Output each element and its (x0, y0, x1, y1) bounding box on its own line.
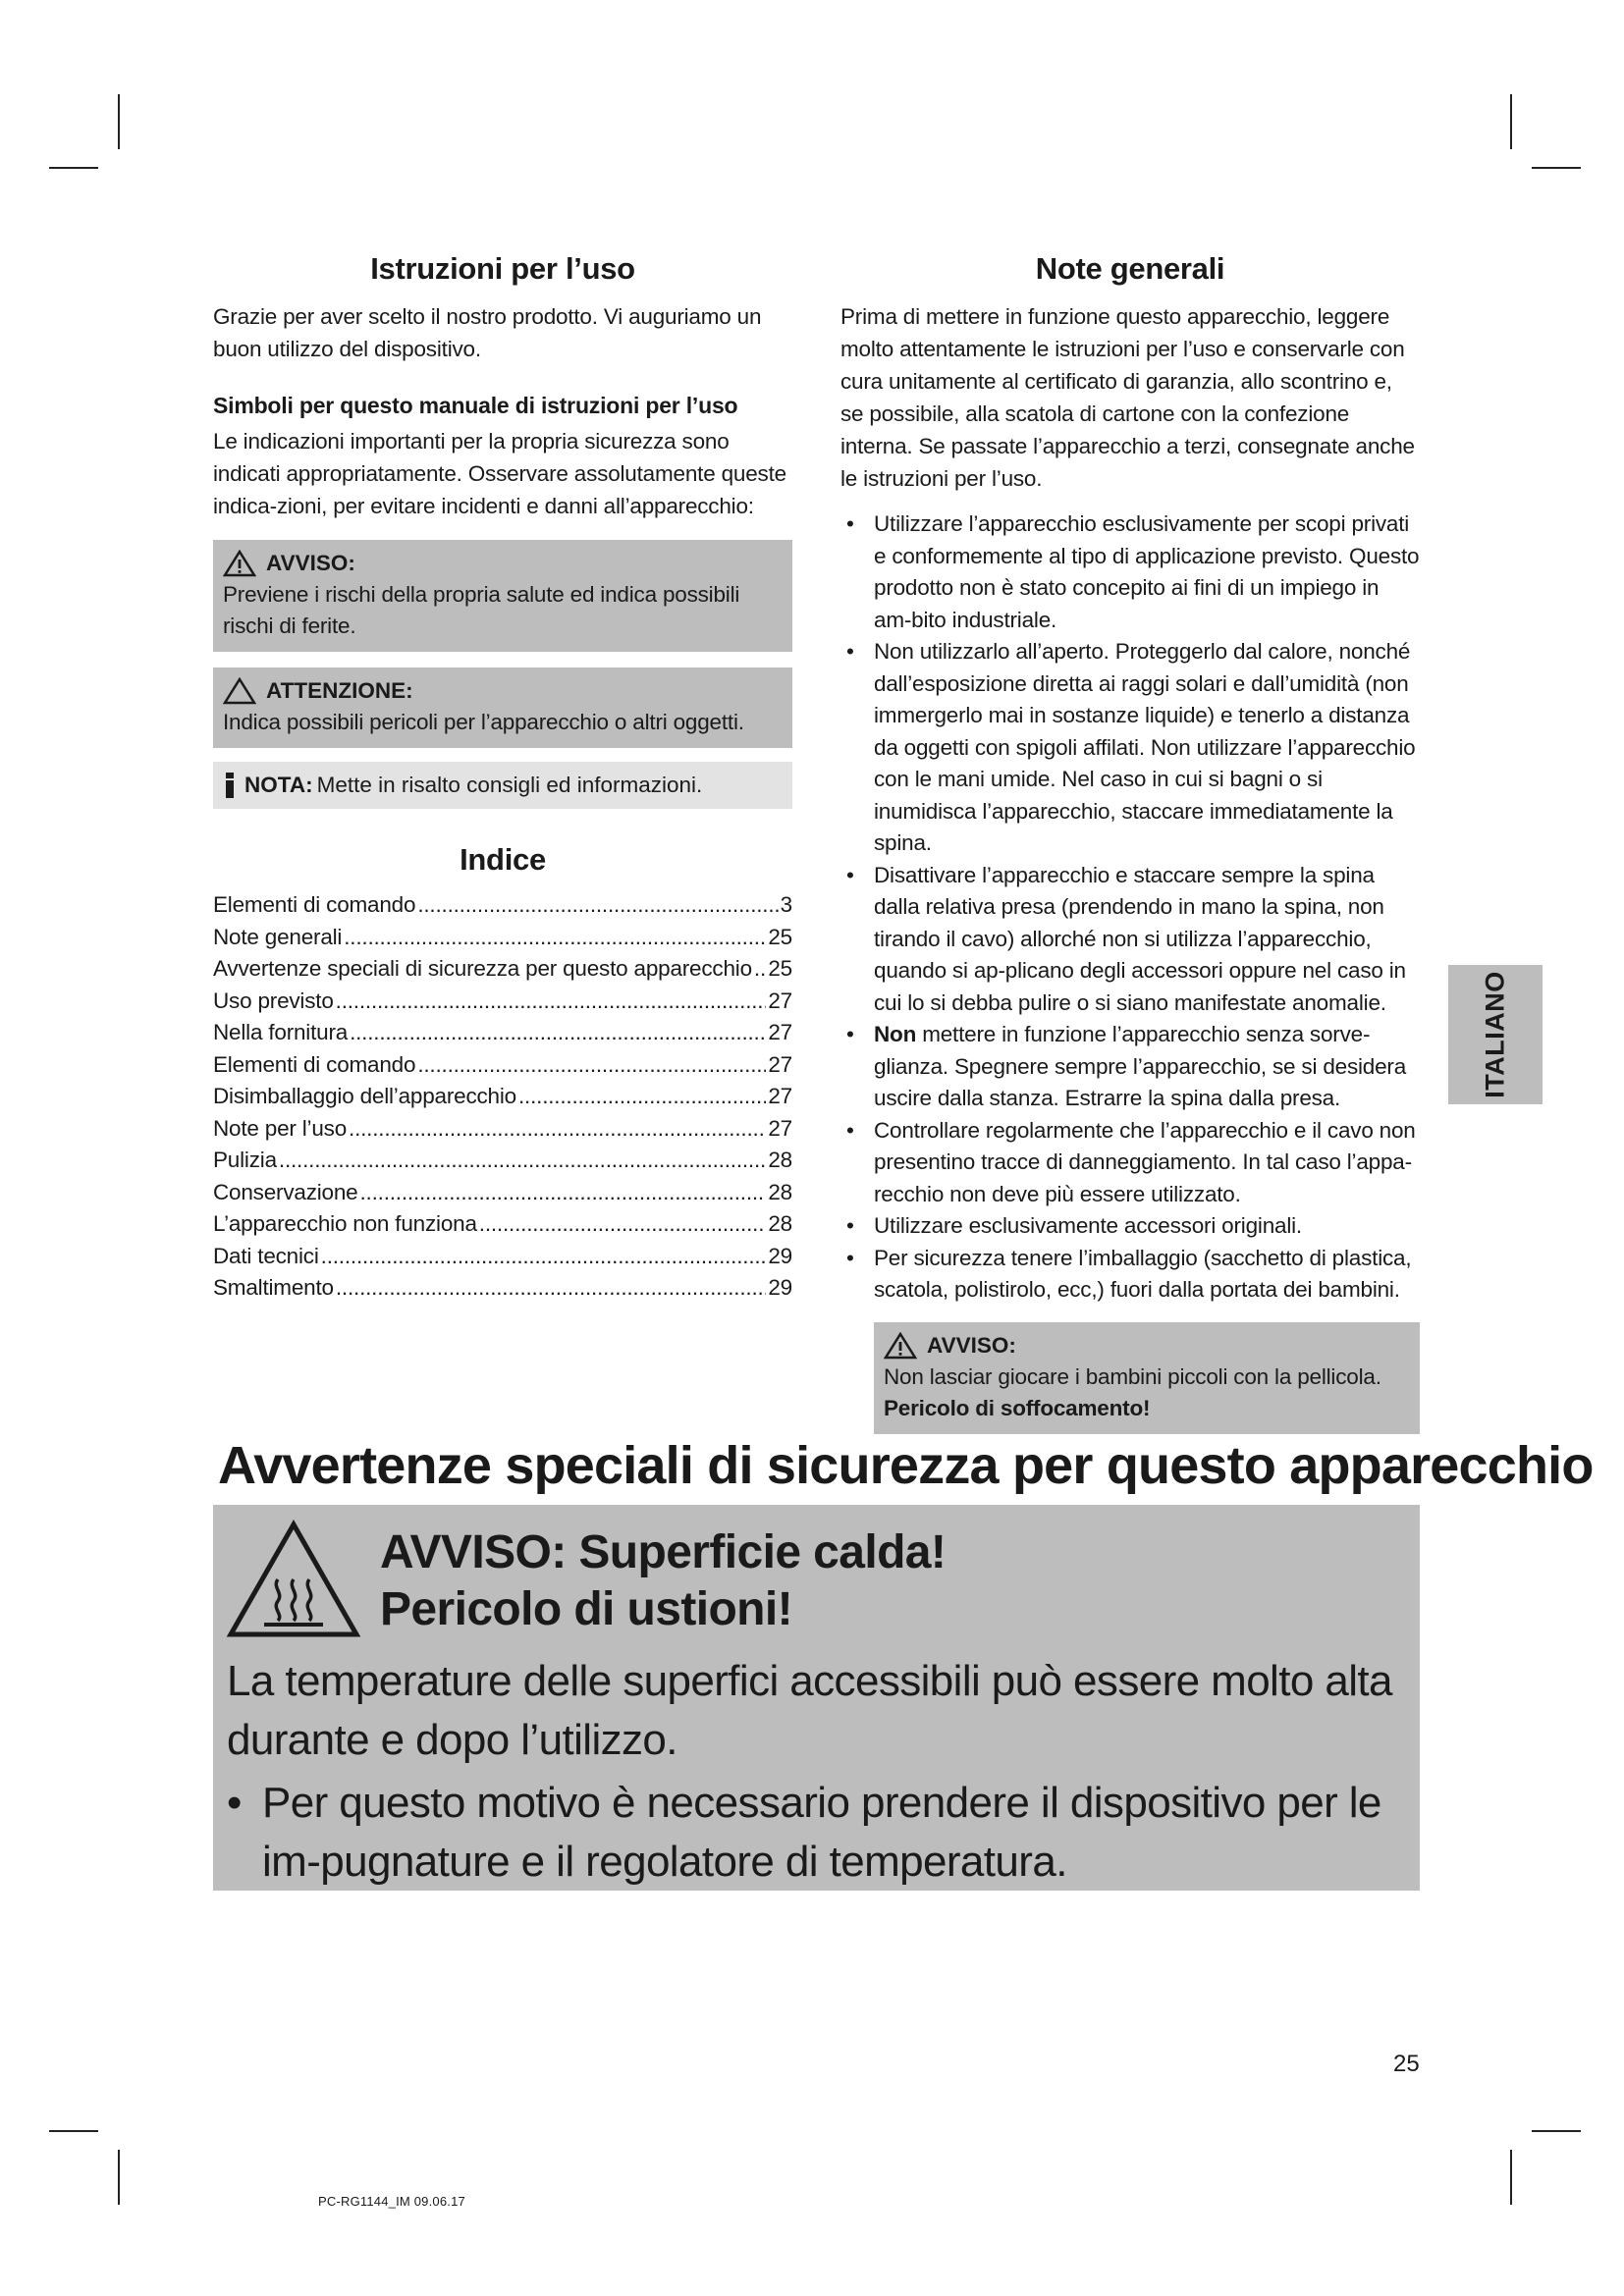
toc-page-number: 28 (768, 1179, 792, 1204)
toc-leader-dots (417, 889, 778, 922)
toc-label: L’apparecchio non funziona (213, 1211, 477, 1236)
toc-label: Avvertenze speciali di sicurezza per questo apparecchio (213, 956, 752, 981)
toc-row (213, 1113, 792, 1146)
page-number: 25 (1393, 2051, 1420, 2077)
caution-box-text: Indica possibili pericoli per l’apparecchio o altri oggetti. (223, 710, 744, 734)
right-column (840, 251, 1420, 1434)
list-item-text: mettere in funzione l’apparecchio senza sorve-glianza. Spegnere sempre l’apparecchio, se si desidera uscire dalla stanza. Estrarre la spina dalla presa. (874, 1022, 1407, 1110)
warning-triangle-icon (884, 1332, 917, 1360)
toc-leader-dots (479, 1208, 767, 1241)
toc-row (213, 1272, 792, 1305)
note-box (213, 762, 792, 809)
general-notes-intro: Prima di mettere in funzione questo apparecchio, leggere molto attentamente le istruzioni per l’uso e conservarle con cura unitamente al certificato di garanzia, allo scontrino e, se possibile, alla scatola di cartone con la confezione interna. Se passate l’apparecchio a terzi, consegnate anche le istruzioni per l’uso. (840, 304, 1415, 491)
crop-mark (1532, 167, 1581, 169)
toc-row (213, 953, 792, 986)
list-item-text: Utilizzare l’apparecchio esclusivamente per scopi privati e conformemente al tipo di applicazione previsto. Questo prodotto non è stato concepito ai fini di un impiego in am-bito industriale. (874, 511, 1420, 632)
toc-leader-dots (754, 953, 766, 986)
list-item-text: Non utilizzarlo all’aperto. Proteggerlo dal calore, nonché dall’esposizione diretta ai raggi solari e dall’umidità (non immergerlo mai in sostanze liquide) e tenerlo a distanza da oggetti con spigoli affilati. Non utilizzare l’apparecchio con le mani umide. Nel caso in cui si bagni o si inumidisca l’apparecchio, staccare immediatamente la spina. (874, 639, 1416, 855)
hot-surface-line-2: Pericolo di ustioni! (380, 1583, 793, 1635)
bullet-mark: • (846, 1213, 854, 1238)
toc-row (213, 1241, 792, 1273)
crop-mark (49, 167, 98, 169)
toc-page-number: 27 (768, 1084, 792, 1108)
table-of-contents (213, 889, 792, 1305)
footer-code: PC-RG1144_IM 09.06.17 (318, 2194, 465, 2209)
toc-label: Note per l’uso (213, 1115, 348, 1141)
toc-leader-dots (359, 1177, 766, 1209)
list-item-bold: Non (874, 1022, 917, 1046)
bullet-mark: • (846, 511, 854, 536)
toc-page-number: 3 (780, 892, 792, 917)
bullet-mark: • (846, 1117, 854, 1143)
toc-page-number: 25 (768, 956, 792, 981)
caution-box (213, 667, 792, 748)
symbols-text: Le indicazioni importanti per la propria sicurezza sono indicati appropriatamente. Osservare assolutamente queste indica-zioni, per evitare incidenti e danni all’apparecchio: (213, 429, 786, 518)
general-notes-title: Note generali (1035, 251, 1225, 286)
toc-row (213, 1017, 792, 1049)
toc-label: Note generali (213, 924, 343, 949)
hot-surface-headline (380, 1524, 946, 1638)
hot-surface-warning-box (213, 1505, 1420, 1891)
toc-leader-dots (350, 1017, 766, 1049)
toc-leader-dots (279, 1145, 766, 1177)
pellicle-warning-text: Non lasciar giocare i bambini piccoli con la pellicola. (884, 1363, 1381, 1389)
hot-surface-bullet-text: Per questo motivo è necessario prendere il dispositivo per le im-pugnature e il regolatore di temperatura. (262, 1779, 1381, 1886)
toc-leader-dots (518, 1081, 766, 1113)
note-box-content (223, 770, 783, 801)
bullet-mark: • (846, 639, 854, 664)
safety-title: Avvertenze speciali di sicurezza per questo apparecchio (218, 1436, 1594, 1495)
toc-page-number: 28 (768, 1211, 792, 1236)
warning-box-text: Previene i rischi della propria salute ed indica possibili rischi di ferite. (223, 582, 740, 638)
pellicle-warning-bold: Pericolo di soffocamento! (884, 1395, 1151, 1420)
crop-mark (118, 94, 120, 149)
toc-label: Elementi di comando (213, 1051, 416, 1077)
list-item (840, 1115, 1420, 1211)
toc-row (213, 1145, 792, 1177)
list-item (840, 1210, 1420, 1243)
list-item (840, 1019, 1420, 1115)
toc-page-number: 25 (768, 924, 792, 949)
crop-mark (1510, 94, 1512, 149)
toc-leader-dots (336, 1272, 767, 1305)
toc-row (213, 1081, 792, 1113)
toc-leader-dots (344, 922, 766, 954)
hot-surface-line-1: AVVISO: Superficie calda! (380, 1526, 947, 1578)
toc-page-number: 27 (768, 1115, 792, 1141)
info-icon (223, 771, 237, 800)
language-tab-label: ITALIANO (1480, 971, 1510, 1098)
toc-page-number: 27 (768, 1051, 792, 1077)
toc-label: Smaltimento (213, 1275, 334, 1300)
toc-page-number: 29 (768, 1243, 792, 1268)
toc-leader-dots (417, 1049, 766, 1082)
list-item-text: Utilizzare esclusivamente accessori originali. (874, 1213, 1302, 1238)
toc-row (213, 922, 792, 954)
bullet-mark: • (227, 1779, 242, 1827)
toc-row (213, 1177, 792, 1209)
warning-box-label: AVVISO: (266, 551, 355, 575)
hot-surface-bullet (227, 1774, 1440, 1892)
toc-leader-dots (321, 1241, 767, 1273)
toc-page-number: 28 (768, 1148, 792, 1172)
note-box-text: Mette in risalto consigli ed informazioni. (316, 773, 703, 797)
toc-row (213, 986, 792, 1018)
warning-box (213, 540, 792, 652)
note-box-label: NOTA: (244, 773, 313, 797)
toc-row (213, 1049, 792, 1082)
toc-label: Uso previsto (213, 988, 334, 1013)
toc-label: Nella fornitura (213, 1020, 349, 1044)
crop-mark (49, 2130, 98, 2132)
bullet-mark: • (846, 1022, 854, 1046)
left-column (213, 251, 792, 1305)
bullet-mark: • (846, 862, 854, 887)
list-item-text: Disattivare l’apparecchio e staccare sempre la spina dalla relativa presa (prendendo in mano la spina, non tirando il cavo) allorché non si utilizza l’apparecchio, quando si ap-plicano degli accessori oppure nel caso in cui lo si debba pulire o si siano manifestate anomalie. (874, 862, 1406, 1015)
crop-mark (118, 2150, 120, 2205)
toc-label: Pulizia (213, 1148, 277, 1172)
index-title: Indice (460, 842, 546, 877)
toc-label: Disimballaggio dell’apparecchio (213, 1084, 516, 1108)
toc-row (213, 889, 792, 922)
toc-leader-dots (349, 1113, 766, 1146)
pellicle-warning-title (884, 1330, 1410, 1362)
caution-box-label: ATTENZIONE: (266, 678, 413, 703)
list-item (840, 636, 1420, 860)
toc-label: Dati tecnici (213, 1243, 319, 1268)
intro-text: Grazie per aver scelto il nostro prodotto. Vi auguriamo un buon utilizzo del dispositivo. (213, 304, 762, 361)
toc-page-number: 27 (768, 1020, 792, 1044)
list-item (840, 508, 1420, 636)
toc-leader-dots (336, 986, 767, 1018)
list-item (840, 1243, 1420, 1307)
toc-row (213, 1208, 792, 1241)
warning-box-title (223, 548, 783, 579)
general-notes-list (840, 508, 1420, 1307)
bullet-mark: • (846, 1245, 854, 1270)
hot-surface-body: La temperature delle superfici accessibili può essere molto alta durante e dopo l’utilizzo. (227, 1657, 1392, 1764)
toc-page-number: 29 (768, 1275, 792, 1300)
language-tab (1448, 965, 1543, 1104)
list-item-text: Per sicurezza tenere l’imballaggio (sacchetto di plastica, scatola, polistirolo, ecc,) fuori dalla portata dei bambini. (874, 1245, 1412, 1302)
pellicle-warning-box (874, 1322, 1420, 1434)
hot-surface-warning-icon (225, 1519, 362, 1640)
toc-label: Elementi di comando (213, 892, 416, 917)
pellicle-warning-label: AVVISO: (927, 1332, 1016, 1358)
crop-mark (1510, 2150, 1512, 2205)
symbols-heading: Simboli per questo manuale di istruzioni per l’uso (213, 393, 738, 418)
list-item-text: Controllare regolarmente che l’apparecchio e il cavo non presentino tracce di danneggiamento. In tal caso l’appa-recchio non deve più essere utilizzato. (874, 1117, 1416, 1206)
list-item (840, 860, 1420, 1020)
caution-box-title (223, 675, 783, 707)
instructions-title: Istruzioni per l’uso (370, 251, 635, 286)
crop-mark (1532, 2130, 1581, 2132)
toc-label: Conservazione (213, 1179, 358, 1204)
caution-triangle-icon (223, 677, 256, 705)
toc-page-number: 27 (768, 988, 792, 1013)
warning-triangle-icon (223, 550, 256, 577)
